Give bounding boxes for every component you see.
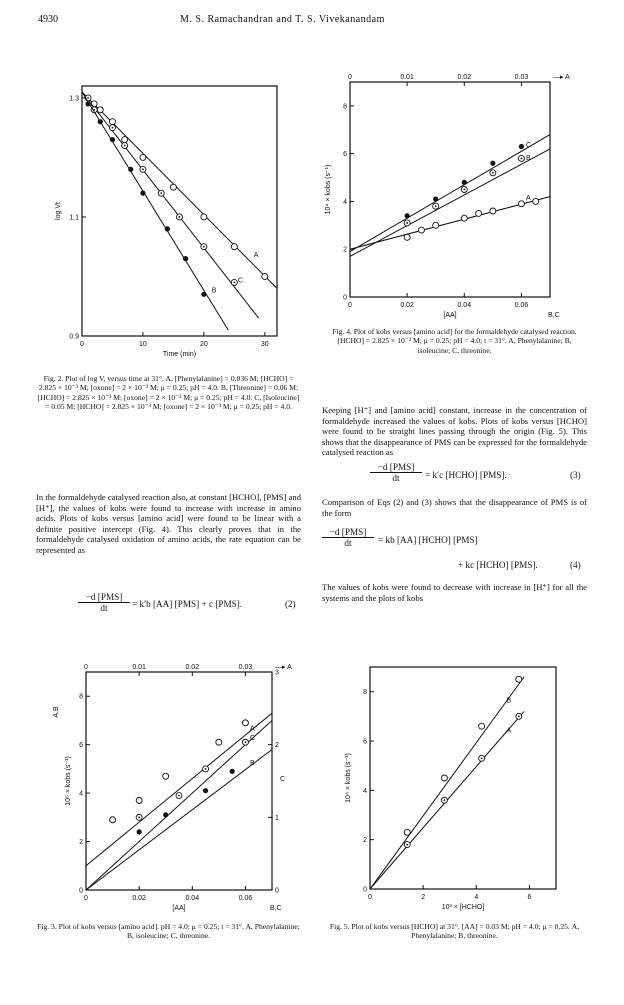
fig2-series-A-point [231,244,237,250]
fig2-x-axis-label: Time (min) [162,351,197,358]
fig2-y-axis-label: log Vt [55,202,62,220]
fig2-x-tick-label: 30 [260,341,269,348]
fig2-series-C-point-center [142,168,144,170]
fig4-series-C-point [490,161,495,166]
fig5-x-tick-label: 2 [421,894,426,901]
fig4-series-C-label: C [526,141,532,149]
fig3-top-tick-label: 0.03 [238,664,253,671]
fig5-y-tick-label: 4 [363,787,367,795]
eq4-number: (4) [570,560,581,570]
eq4-rhs-line2: + kc [HCHO] [PMS]. [458,560,538,570]
fig4-bottom-axis-label: B,C [548,312,560,319]
figure-4-caption: Fig. 4. Plot of kobs versus [amino acid] for the formaldehyde catalysed reaction. [HCHO] = 2.825 × 10⁻³ M; μ = 0.25; pH = 4.0; t = 31°. A, Phenylalanine; B, isoleucine; C, threonine. [332,327,577,355]
fig4-series-B-point-center [435,205,437,207]
fig5-series-B-point [404,829,410,835]
fig4-series-B-label: B [526,154,531,162]
eq4-rhs-line1: = kb [AA] [HCHO] [PMS] [378,535,478,545]
fig4-series-C-point [462,180,467,185]
fig4-series-A-point [533,198,539,204]
figure-5-caption: Fig. 5. Plot of kobs versus [HCHO] at 31°. [AA] = 0.03 M; pH = 4.0; μ = 0.25. A, Phenylalanine; B, threonine. [329,922,580,941]
fig2-series-B-point [140,191,145,196]
fig4-series-A-point [518,201,524,207]
fig2-series-A-point [109,119,115,125]
fig4-top-tick-label: 0.01 [400,74,414,81]
fig2-x-tick-label: 10 [139,341,147,348]
eq3-rhs: = k′c [HCHO] [PMS]. [425,470,507,480]
fig4-series-A-point [461,215,467,221]
fig4-y-tick-label: 6 [343,151,347,159]
fig4-series-A-point [476,210,482,216]
fig3-x-axis-label: [AA] [172,905,186,912]
fig4-series-A-point [404,234,410,240]
eq2-number: (2) [285,599,296,609]
fig4-x-tick-label: 0.06 [514,302,529,309]
fig5-series-A-point-center [406,844,408,846]
fig4-x-tick-label: 0 [348,302,352,309]
fig3-series-C-point-center [205,768,207,770]
fig2-x-tick-label: 20 [199,341,208,348]
fig3-series-A-line [86,713,272,866]
fig2-series-B-point [98,119,103,124]
fig2-series-B-point [110,137,115,142]
figure-2-chart [50,78,290,368]
fig5-y-tick-label: 6 [363,738,367,746]
fig2-series-A-point [201,214,207,220]
fig2-series-A-label: A [253,251,259,259]
body-paragraph-right-3: The values of kobs were found to decrease with increase in [H⁺] for all the systems and the plots of kobs [322,582,587,603]
fig3-y-tick-label: 2 [79,839,83,847]
fig4-top-tick-label: 0.02 [457,74,472,81]
fig4-series-B-point-center [406,222,408,224]
fig2-y-tick-label: 0.9 [69,333,79,341]
fig4-series-B-point-center [463,189,465,191]
fig3-series-A-point [163,773,169,779]
eq3-numerator: −d [PMS] [370,462,422,473]
fig3-y-tick-label: 4 [79,790,83,798]
body-paragraph-right-1: Keeping [H⁺] and [amino acid] constant, increase in the concentration of formaldehyde increased the values of kobs. Plots of kobs versus [HCHO] were found to be straight lines passing through the origin (Fig. 5). This shows that the disappearance of PMS can be expressed for the formaldehyde catalysed reaction as [322,405,587,458]
fig4-x-tick-label: 0.04 [457,302,472,309]
fig4-series-C-point [433,196,438,201]
fig3-series-A-label: A [249,725,255,733]
fig2-series-C-point-center [179,216,181,218]
fig2-y-tick-label: 1.3 [69,95,79,103]
figure-3-caption: Fig. 3. Plot of kobs versus [amino acid]. pH = 4.0; μ = 0.25; t = 31°. A, Phenylalanine; B, isoleucine; C, threonine. [37,922,300,941]
fig3-plot-frame [86,672,272,890]
running-header: M. S. Ramachandran and T. S. Vivekanandam [180,14,385,25]
fig3-left-axis-label: A,B [53,706,60,718]
fig2-series-A-point [262,273,268,279]
fig4-x-tick-label: 0.02 [400,302,414,309]
fig3-series-A-point [216,739,222,745]
fig3-right-tick-label: 3 [275,669,279,677]
figure-2-caption: Fig. 2. Plot of log V, versus time at 31°. A, [Phenylalanine] = 0.036 M; [HCHO] = 2.825 × 10⁻³ M; [oxone] = 2 × 10⁻³ M; μ = 0.25; pH = 4.0. B, [Threonine] = 0.06 M; [HCHO] = 2.825 × 10⁻³ M; [oxone] = 2 × 10⁻³ M; μ = 0.25; pH = 4.0. C, [Isoleucine] = 0.05 M; [HCHO] = 2.825 × 10⁻³ M; [oxone] = 2 × 10⁻³ M; μ = 0.25; pH = 4.0. [37,374,300,412]
fig2-series-C-point-center [203,246,205,248]
fig2-series-B-point [183,256,188,261]
fig3-top-tick-label: 0 [84,664,88,671]
fig2-y-tick-label: 1.1 [69,214,79,222]
fig3-series-C-point-center [178,795,180,797]
fig5-y-tick-label: 0 [363,886,367,894]
body-paragraph-right-2: Comparison of Eqs (2) and (3) shows that the disappearance of PMS is of the form [322,497,587,518]
fig3-bottom-axis-label: B,C [270,905,282,912]
fig5-series-A-label: A [506,727,512,735]
fig5-series-A-point-center [518,715,520,717]
figure-4-chart [320,62,570,327]
fig2-series-B-point [201,292,206,297]
fig2-series-B-label: B [211,287,217,295]
fig3-series-C-label: C [249,735,256,743]
eq4-numerator: −d [PMS] [322,527,374,538]
fig5-series-B-point [479,723,485,729]
fig3-x-tick-label: 0.02 [132,895,146,902]
fig2-series-C-point-center [87,97,89,99]
fig2-series-B-point [85,101,90,106]
fig3-top-tick-label: 0.02 [185,664,200,671]
fig5-series-B-point [516,676,522,682]
fig4-series-C-line [350,135,550,252]
fig4-series-A-point [433,222,439,228]
figure-3-chart [50,650,295,918]
fig4-y-tick-label: 4 [343,198,347,206]
fig3-y-tick-label: 0 [79,887,83,895]
fig3-series-A-point [242,720,248,726]
fig4-y-tick-label: 2 [343,246,347,254]
fig5-series-B-point [441,775,447,781]
fig2-series-C-point-center [160,192,162,194]
fig2-series-A-point [122,137,128,143]
fig4-series-A-label: A [526,195,531,203]
fig5-x-tick-label: 4 [474,894,479,901]
fig2-x-tick-label: 0 [80,341,84,348]
fig4-series-B-point-center [521,158,523,160]
fig3-series-A-point [136,797,142,803]
fig2-series-C-point-center [124,145,126,147]
fig2-series-A-point [140,154,146,160]
fig3-x-tick-label: 0 [84,895,88,902]
fig5-plot-frame [370,667,556,889]
fig4-series-A-point [418,227,424,233]
fig4-plot-frame [350,82,550,297]
fig3-series-A-point [110,817,116,823]
fig3-top-axis-label: —▸ A [275,664,292,671]
fig4-top-axis-label: —▸ A [553,74,570,81]
fig3-y-tick-label: 8 [79,693,83,701]
fig5-x-axis-label: 10³ × [HCHO] [441,904,485,911]
fig3-series-B-point [163,812,168,817]
eq2-numerator: −d [PMS] [78,592,130,603]
fig3-right-tick-label: 1 [275,814,279,822]
fig5-series-A-point-center [444,799,446,801]
body-paragraph-left: In the formaldehyde catalysed reaction also, at constant [HCHO], [PMS] and [H⁺], the values of kobs were found to increase with increase in amino acids. Plots of kobs versus [amino acid] were found to be linear with a definite positive intercept (Fig. 4). This clearly proves that in the formaldehyde catalysed oxidation of amino acids, the rate equation can be represented as [36,492,301,555]
fig4-series-C-point [519,144,524,149]
fig3-series-B-point [203,788,208,793]
fig3-series-B-label: B [249,760,255,768]
fig2-series-C-point-center [112,127,114,129]
fig3-right-tick-label: 2 [275,742,279,750]
figure-5-chart [340,655,570,917]
fig4-series-A-point [490,208,496,214]
fig2-series-A-point [91,101,97,107]
fig3-x-tick-label: 0.06 [238,895,253,902]
fig5-series-B-line [370,677,524,889]
eq4-fraction [322,527,374,548]
fig2-series-B-point [165,226,170,231]
fig5-series-B-label: B [506,697,512,705]
fig3-right-tick-label: 0 [275,887,279,895]
fig4-top-tick-label: 0.03 [514,74,529,81]
eq4-denominator: dt [344,538,352,548]
fig3-series-C-point-center [245,741,247,743]
fig3-x-tick-label: 0.04 [185,895,200,902]
fig3-top-tick-label: 0.01 [132,664,146,671]
fig5-series-A-point-center [481,757,483,759]
eq3-number: (3) [570,470,581,480]
fig3-y-tick-label: 6 [79,742,83,750]
fig2-series-C-label: C [237,277,244,285]
fig5-y-tick-label: 8 [363,689,367,697]
eq3-denominator: dt [392,473,400,483]
eq2-rhs: = k′b [AA] [PMS] + c [PMS]. [132,599,243,609]
fig2-series-A-point [170,184,176,190]
fig5-y-tick-label: 2 [363,837,367,845]
fig3-series-C-point-center [138,816,140,818]
eq2-fraction [78,592,130,613]
fig4-y-tick-label: 0 [343,294,347,302]
page-number: 4930 [38,14,58,25]
fig5-y-axis-label: 10⁴ × kobs (s⁻¹) [345,753,352,803]
fig4-y-tick-label: 8 [343,103,347,111]
fig3-right-axis-label: C [280,776,286,783]
fig3-series-B-point [230,769,235,774]
fig2-series-C-point-center [233,282,235,284]
fig5-x-tick-label: 6 [527,894,532,901]
fig5-x-tick-label: 0 [368,894,372,901]
fig4-x-axis-label: [AA] [443,312,457,319]
fig3-series-B-point [137,829,142,834]
fig2-series-B-point [128,167,133,172]
fig4-series-B-point-center [492,172,494,174]
fig3-y-axis-label: 10⁵ × kobs (s⁻¹) [65,756,72,806]
fig3-series-C-line [86,720,272,890]
eq2-denominator: dt [100,603,108,613]
fig4-top-tick-label: 0 [348,74,352,81]
eq3-fraction [370,462,422,483]
fig4-y-axis-label: 10⁴ × kobs (s⁻¹) [325,164,332,215]
fig4-series-C-point [405,213,410,218]
